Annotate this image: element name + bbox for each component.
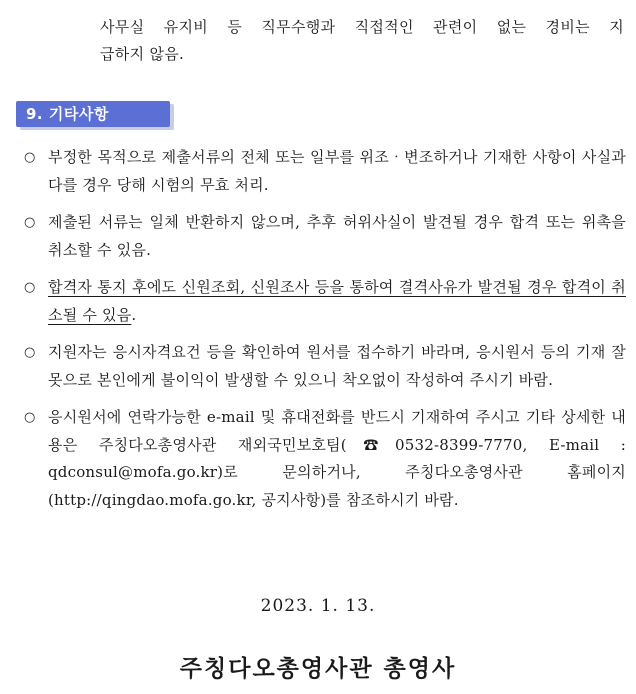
intro-line-1: 사무실 유지비 등 직무수행과 직접적인 관련이 없는 경비는 지 xyxy=(100,18,624,36)
bullet-circle-icon: ○ xyxy=(24,215,36,230)
notice-item-text: 지원자는 응시자격요건 등을 확인하여 원서를 접수하기 바라며, 응시원서 등의 기재 잘못으로 본인에게 불이익이 발생할 수 있으니 착오없이 작성하여 주시기 바람. xyxy=(48,343,626,389)
issuer-signature: 주칭다오총영사관 총영사 xyxy=(179,656,457,682)
bullet-circle-icon: ○ xyxy=(24,150,36,165)
bullet-circle-icon: ○ xyxy=(24,410,36,425)
notice-list xyxy=(24,144,626,524)
notice-item-text: 응시원서에 연락가능한 e-mail 및 휴대전화를 반드시 기재하여 주시고 기타 상세한 내용은 주칭다오총영사관 재외국민보호팀(☎0532-8399-7770, E-mail : qdconsul@mofa.go.kr)로 문의하거나, 주칭다오총영사관 홈페이지(http://qingdao.mofa.go.kr, 공지사항)를 참조하시기 바람. xyxy=(48,408,626,509)
section-header-misc: 9. 기타사항 xyxy=(16,101,170,127)
intro-paragraph xyxy=(100,14,624,68)
bullet-circle-icon: ○ xyxy=(24,280,36,295)
document-date: 2023. 1. 13. xyxy=(260,596,376,616)
notice-item-forgery xyxy=(24,144,626,199)
notice-item-text: 제출된 서류는 일체 반환하지 않으며, 추후 허위사실이 발견될 경우 합격 또는 위촉을 취소할 수 있음. xyxy=(48,213,626,259)
intro-line-2: 급하지 않음. xyxy=(100,45,185,63)
notice-item-text: 부정한 목적으로 제출서류의 전체 또는 일부를 위조‧변조하거나 기재한 사항이 사실과 다를 경우 당해 시험의 무효 처리. xyxy=(48,148,626,194)
notice-item-background-check xyxy=(24,274,626,329)
bullet-circle-icon: ○ xyxy=(24,345,36,360)
notice-item-text: 합격자 통지 후에도 신원조회, 신원조사 등을 통하여 결격사유가 발견될 경우 합격이 취소될 수 있음 xyxy=(48,278,626,324)
notice-item-documents xyxy=(24,209,626,264)
notice-item-tail: . xyxy=(131,305,137,324)
notice-item-contact xyxy=(24,404,626,514)
notice-item-eligibility xyxy=(24,339,626,394)
